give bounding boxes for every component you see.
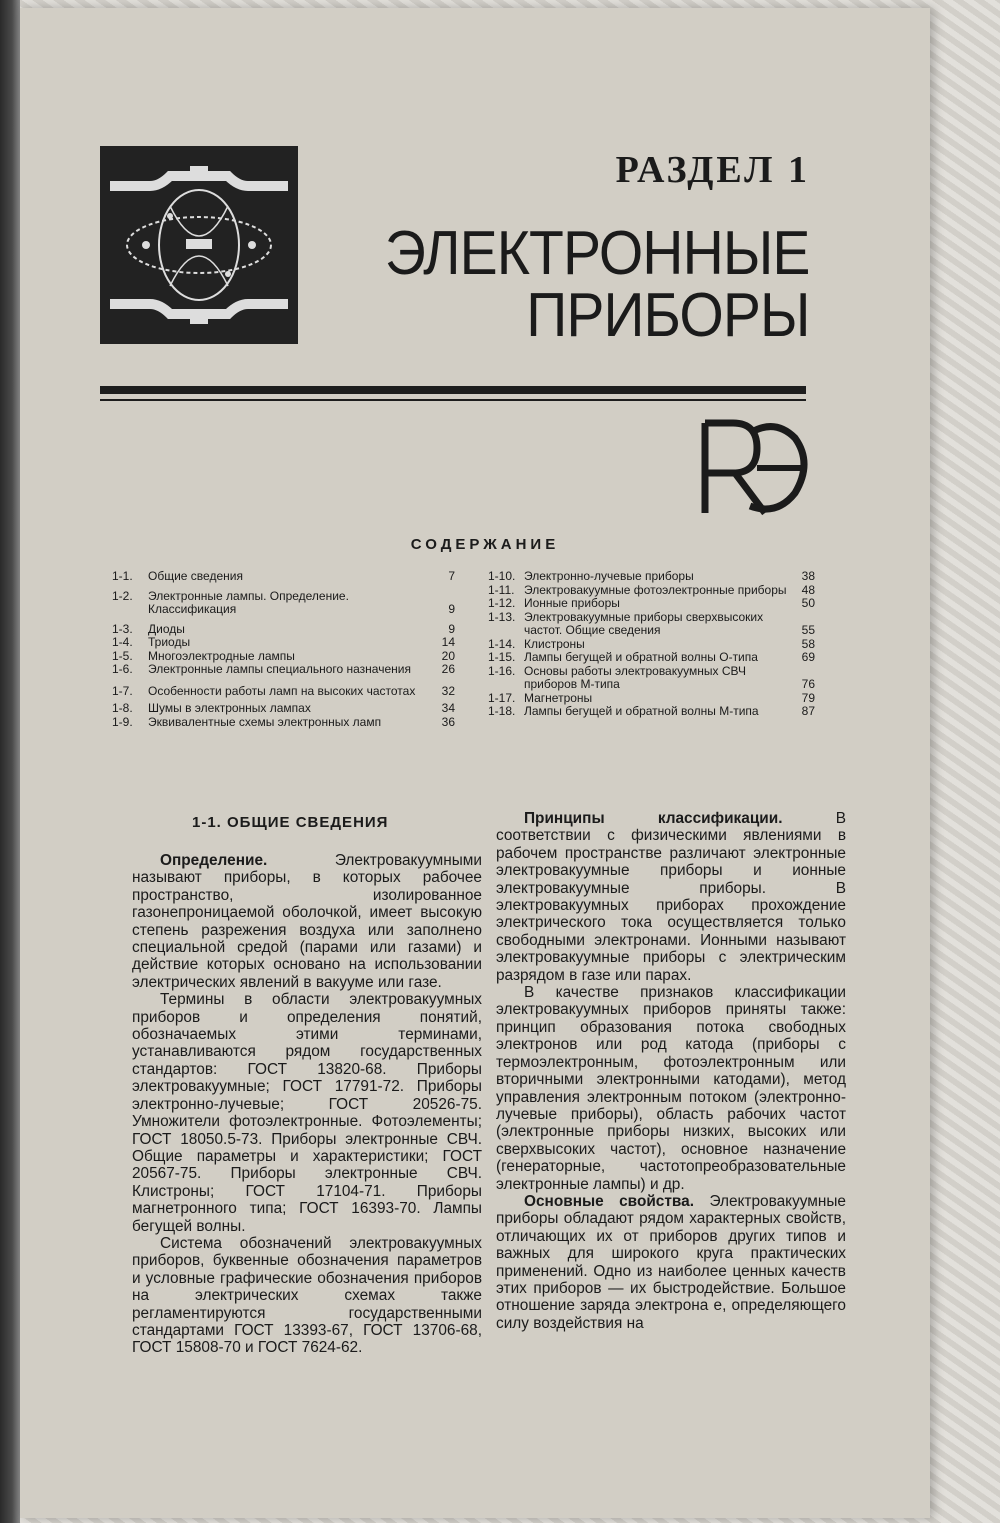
- toc-page: 9: [448, 621, 455, 636]
- toc-text: Основы работы электровакуумных СВЧ приборов М-типа: [524, 663, 746, 691]
- toc-entry[interactable]: [112, 716, 455, 730]
- toc-text: Особенности работы ламп на высоких частотах: [148, 683, 416, 698]
- chapter-title: [385, 219, 810, 350]
- electron-device-illustration: [100, 146, 298, 344]
- toc-number: 1-5.: [112, 648, 133, 663]
- toc-page: 69: [801, 650, 815, 664]
- toc-entry[interactable]: [488, 705, 815, 719]
- toc-number: 1-11.: [488, 582, 515, 597]
- toc-page: 48: [801, 582, 815, 597]
- toc-page: 36: [441, 714, 455, 729]
- paragraph-text: Система обозначений электровакуумных приборов, буквенные обозначения параметров и условные графические обозначения приборов на электрических схемах также регламентируются государственными стандартами ГОСТ 13393-67, ГОСТ 13706-68, ГОСТ 15808-70 и ГОСТ 7624-62.: [132, 1234, 482, 1357]
- toc-page: 50: [801, 596, 815, 610]
- toc-number: 1-1.: [112, 569, 133, 583]
- toc-page: 7: [448, 569, 455, 583]
- chapter-title-line1: ЭЛЕКТРОННЫЕ: [385, 219, 810, 288]
- toc-text: Шумы в электронных лампах: [148, 701, 311, 715]
- paragraph: [132, 991, 482, 1235]
- section-heading: 1-1. ОБЩИЕ СВЕДЕНИЯ: [192, 814, 389, 831]
- toc-page: 76: [801, 677, 815, 691]
- toc-text: Лампы бегущей и обратной волны О-типа: [524, 650, 758, 664]
- toc-number: 1-12.: [488, 596, 516, 610]
- book-page: [20, 8, 930, 1518]
- toc-number: 1-3.: [112, 621, 133, 636]
- paragraph-lead: Основные свойства.: [524, 1192, 694, 1210]
- toc-text: Эквивалентные схемы электронных ламп: [148, 714, 382, 729]
- toc-entry[interactable]: [488, 597, 815, 611]
- toc-number: 1-14.: [488, 636, 516, 651]
- book-spine: [0, 0, 20, 1523]
- paragraph-text: В соответствии с физическими явлениями в рабочем пространстве различают электронные электровакуумные приборы и ионные электровакуумные приборы. В электровакуумных приборах прохождение электрического тока осуществляется только свободными электронами. Ионными называют электровакуумные приборы с электрическим разрядом в газе или парах.: [496, 810, 846, 984]
- toc-entry[interactable]: [488, 638, 815, 652]
- toc-number: 1-6.: [112, 662, 133, 676]
- toc-page: 26: [441, 662, 455, 676]
- toc-entry[interactable]: [112, 650, 455, 664]
- toc-text: Электронно-лучевые приборы: [524, 569, 694, 583]
- paragraph-text: Электровакуумными называют приборы, в которых рабочее пространство, изолированное газонепроницаемой оболочкой, имеет высокую степень разрежения воздуха или заполнено специальной средой (парами или газами) и действие которых основано на использовании электрических явлений в вакууме или газе.: [132, 852, 482, 991]
- toc-heading: СОДЕРЖАНИЕ: [410, 536, 560, 553]
- toc-text: Электровакуумные приборы сверхвысоких частот. Общие сведения: [524, 609, 764, 637]
- toc-page: 58: [801, 636, 815, 651]
- toc-number: 1-17.: [488, 690, 516, 705]
- paragraph-text: В качестве признаков классификации электровакуумных приборов приняты также: принцип образования потока свободных электронов или род катода (приборы с термоэлектронным, фотоэлектронным или вторичными электронными катодами), метод управления электронным потоком (электронно-лучевые приборы), область рабочих частот (электронные приборы низких, высоких или сверхвысоких частот), основное назначение (генераторные, частотопреобразовательные электронные лампы) и др.: [496, 984, 846, 1193]
- toc-entry[interactable]: [488, 692, 815, 706]
- toc-page: 14: [441, 635, 455, 649]
- body-left-column: [132, 852, 482, 1357]
- toc-left-column: [112, 570, 455, 729]
- toc-number: 1-8.: [112, 701, 133, 715]
- toc-text: Многоэлектродные лампы: [148, 648, 295, 663]
- toc-text: Ионные приборы: [524, 596, 620, 610]
- paragraph: [132, 1235, 482, 1357]
- paragraph-lead: Определение.: [160, 852, 268, 869]
- toc-entry[interactable]: [112, 623, 455, 637]
- thick-divider: [100, 386, 806, 394]
- toc-number: 1-7.: [112, 683, 133, 698]
- chapter-title-line2: ПРИБОРЫ: [526, 281, 810, 350]
- toc-entry[interactable]: [488, 665, 815, 692]
- toc-right-column: [488, 570, 815, 719]
- toc-number: 1-10.: [488, 569, 516, 583]
- section-label: РАЗДЕЛ 1: [615, 149, 810, 191]
- toc-entry[interactable]: [112, 590, 455, 617]
- toc-number: 1-18.: [488, 704, 516, 718]
- toc-number: 1-16.: [488, 663, 516, 678]
- toc-number: 1-4.: [112, 635, 133, 649]
- toc-entry[interactable]: [112, 685, 455, 699]
- toc-page: 34: [441, 701, 455, 715]
- toc-number: 1-15.: [488, 650, 516, 664]
- paragraph: [132, 852, 482, 991]
- toc-text: Общие сведения: [148, 569, 243, 583]
- toc-page: 79: [801, 690, 815, 705]
- toc-page: 55: [801, 623, 815, 637]
- toc-text: Клистроны: [524, 636, 585, 651]
- toc-page: 9: [448, 602, 455, 616]
- toc-number: 1-2.: [112, 588, 133, 603]
- toc-page: 87: [801, 704, 815, 718]
- toc-entry[interactable]: [488, 651, 815, 665]
- toc-entry[interactable]: [488, 611, 815, 638]
- toc-page: 20: [441, 648, 455, 663]
- paragraph-text: Электровакуумные приборы обладают рядом характерных свойств, отличающих их от приборов других типов и важных для широкого круга практических применений. Одно из наиболее ценных качеств этих приборов — их быстродействие. Большое отношение заряда электрона e, определяющего силу воздействия на: [496, 1192, 846, 1332]
- toc-entry[interactable]: [112, 663, 455, 677]
- re-publisher-logo: [695, 418, 815, 518]
- paragraph: [496, 1193, 846, 1332]
- toc-entry[interactable]: [112, 702, 455, 716]
- toc-text: Электровакуумные фотоэлектронные приборы: [524, 582, 787, 597]
- toc-entry[interactable]: [488, 570, 815, 584]
- body-right-column: [496, 810, 846, 1332]
- toc-entry[interactable]: [112, 570, 455, 584]
- toc-number: 1-9.: [112, 714, 133, 729]
- paragraph-text: Термины в области электровакуумных приборов и определения понятий, обозначаемых этими терминами, устанавливаются рядом государственных стандартов: ГОСТ 13820-68. Приборы электровакуумные; ГОСТ 17791-72. Приборы электронно-лучевые; ГОСТ 20526-75. Умножители фотоэлектронные. Фотоэлементы; ГОСТ 18050.5-73. Приборы электронные СВЧ. Общие параметры и характеристики; ГОСТ 20567-75. Приборы электронные СВЧ. Клистроны; ГОСТ 17104-71. Приборы магнетронного типа; ГОСТ 16393-70. Лампы бегущей волны.: [132, 991, 482, 1235]
- toc-text: Лампы бегущей и обратной волны М-типа: [524, 704, 759, 718]
- toc-text: Триоды: [148, 635, 191, 649]
- thin-divider: [100, 399, 806, 401]
- toc-entry[interactable]: [488, 584, 815, 598]
- toc-text: Диоды: [148, 621, 185, 636]
- toc-text: Электронные лампы специального назначения: [148, 662, 411, 676]
- paragraph-lead: Принципы классификации.: [524, 810, 783, 827]
- toc-text: Электронные лампы. Определение. Классификация: [148, 588, 349, 616]
- toc-page: 32: [441, 683, 455, 698]
- paragraph: [496, 810, 846, 984]
- toc-text: Магнетроны: [524, 690, 593, 705]
- toc-entry[interactable]: [112, 636, 455, 650]
- paragraph: [496, 984, 846, 1193]
- toc-number: 1-13.: [488, 609, 516, 624]
- toc-page: 38: [801, 569, 815, 583]
